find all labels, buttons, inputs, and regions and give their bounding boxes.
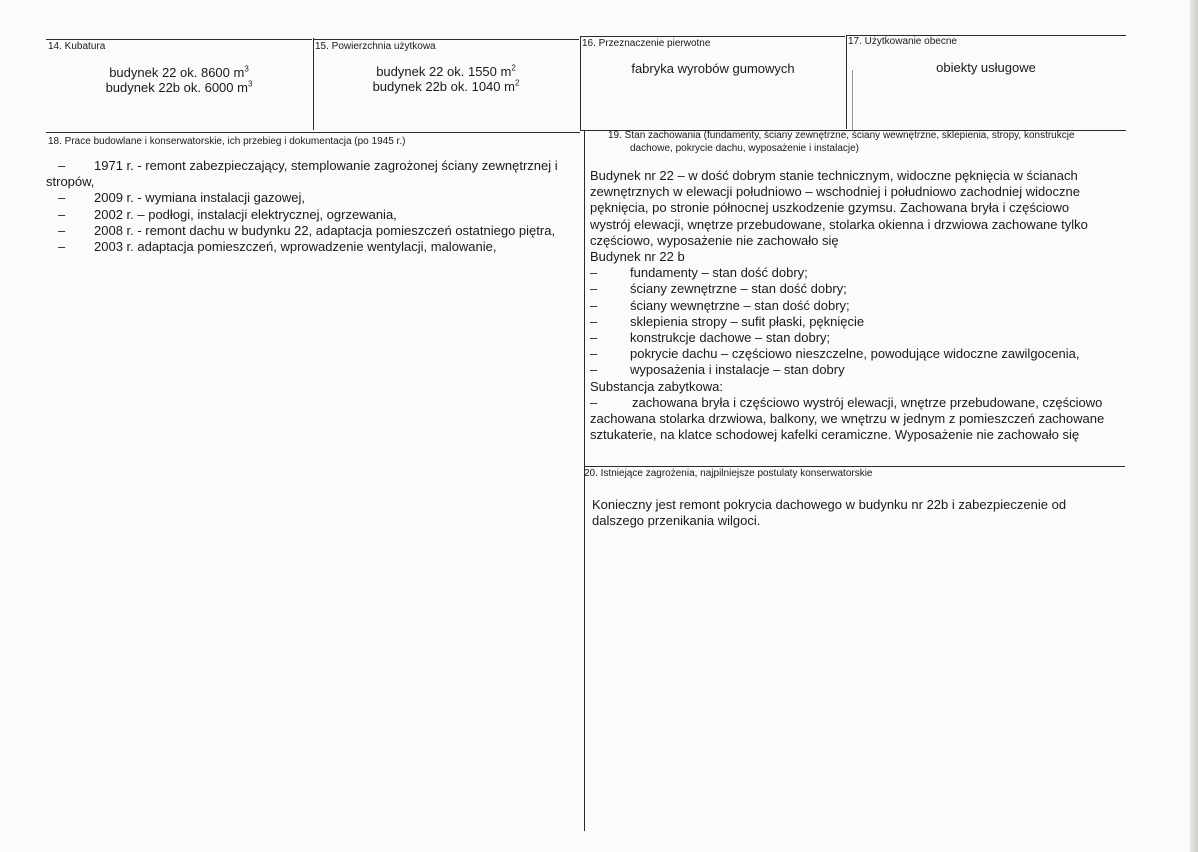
list-item: – pokrycie dachu – częściowo nieszczelne, powodujące widoczne zawilgocenia, [590,346,1080,362]
page-edge [1190,0,1198,852]
f19-intro-2: zewnętrznych w elewacji południowo – wschodniej i południowo zachodniej widoczne [590,184,1080,200]
f19-b22b-list [590,265,1130,378]
field-15-unit-exp-2: 2 [514,78,520,88]
f18-item-2: – 2009 r. - wymiana instalacji gazowej, [58,190,305,206]
rule-top-f15 [313,39,579,40]
list-item: – ściany zewnętrzne – stan dość dobry; [590,281,847,297]
f18-item-1: – 1971 r. - remont zabezpieczający, stemplowanie zagrożonej ściany zewnętrznej i [58,158,558,173]
f18-item-3: – 2002 r. – podłogi, instalacji elektrycznej, ogrzewania, [58,206,397,222]
field-18-content [46,158,580,255]
field-19-label-line1: 19. Stan zachowania (fundamenty, ściany zewnętrzne, ściany wewnętrzne, sklepienia, stropy, konstrukcje [608,130,1075,141]
f20-line-1: Konieczny jest remont pokrycia dachowego w budynku nr 22b i zabezpieczenie od [592,497,1067,512]
field-18-label: 18. Prace budowlane i konserwatorskie, ich przebieg i dokumentacja (po 1945 r.) [48,136,406,147]
list-item: – sklepienia stropy – sufit płaski, pęknięcie [590,313,865,329]
field-15-label: 15. Powierzchnia użytkowa [315,41,436,52]
divider-main-column [584,131,585,831]
rule-top-f18 [46,132,580,133]
list-item: – fundamenty – stan dość dobry; [590,265,808,281]
field-14-line2: budynek 22b ok. 6000 m [105,80,248,95]
list-item: – ściany wewnętrzne – stan dość dobry; [590,297,850,313]
divider-16-17 [846,35,847,129]
list-item: – wyposażenia i instalacje – stan dobry [590,362,845,378]
field-14-value [46,65,312,95]
f20-line-2: dalszego przenikania wilgoci. [592,513,761,529]
divider-17-faint [852,70,853,130]
f19-subst-3: sztukaterie, na klatce schodowej kafelki ceramiczne. Wyposażenie nie zachowało się [590,427,1080,443]
f19-intro-1: Budynek nr 22 – w dość dobrym stanie technicznym, widoczne pęknięcia w ścianach [590,168,1078,183]
f19-b22b-title: Budynek nr 22 b [590,249,685,265]
f18-item-1-cont: stropów, [46,174,95,190]
rule-top-f14 [46,39,312,40]
f19-subst-2: zachowana stolarka drzwiowa, balkony, we wnętrzu w jednym z pomieszczeń zachowane [590,411,1105,427]
field-15-line2: budynek 22b ok. 1040 m [372,79,515,94]
field-16-value: fabryka wyrobów gumowych [631,61,795,76]
list-item: – konstrukcje dachowe – stan dobry; [590,330,831,346]
rule-top-f16 [580,36,845,37]
f19-subst-1: – zachowana bryła i częściowo wystrój elewacji, wnętrze przebudowane, częściowo [590,394,1103,410]
field-15-value [313,64,579,94]
rule-top-f20 [584,466,1125,467]
field-14-unit-exp-2: 3 [247,79,253,89]
field-19-label-line2: dachowe, pokrycie dachu, wyposażenie i instalacje) [630,143,860,154]
f19-intro-4: wystrój elewacji, wnętrze przebudowane, stolarka okienna i drzwiowa zachowane tylko [590,216,1088,232]
field-14-unit-exp: 3 [244,64,249,74]
field-17-value: obiekty usługowe [936,60,1036,75]
field-15-line1: budynek 22 ok. 1550 m [376,64,512,79]
f18-item-5: – 2003 r. adaptacja pomieszczeń, wprowadzenie wentylacji, malowanie, [58,239,497,255]
f19-intro-3: pęknięcia, po stronie północnej uszkodzenie gzymsu. Zachowana bryła i częściowo [590,200,1070,216]
f19-subst-title: Substancja zabytkowa: [590,378,723,394]
field-19-content [590,168,1130,443]
field-15-unit-exp: 2 [511,63,516,73]
field-14-line1: budynek 22 ok. 8600 m [109,65,245,80]
f18-item-4: – 2008 r. - remont dachu w budynku 22, adaptacja pomieszczeń ostatniego piętra, [58,222,556,238]
field-16-label: 16. Przeznaczenie pierwotne [582,38,711,49]
field-17-label: 17. Użytkowanie obecne [848,36,957,47]
field-20-label: 20. Istniejące zagrożenia, najpilniejsze postulaty konserwatorskie [584,468,873,479]
field-14-label: 14. Kubatura [48,41,106,52]
divider-15-16 [580,36,581,130]
field-20-content [592,497,1122,529]
f19-intro-5: częściowo, wyposażenie nie zachowało się [590,232,839,248]
